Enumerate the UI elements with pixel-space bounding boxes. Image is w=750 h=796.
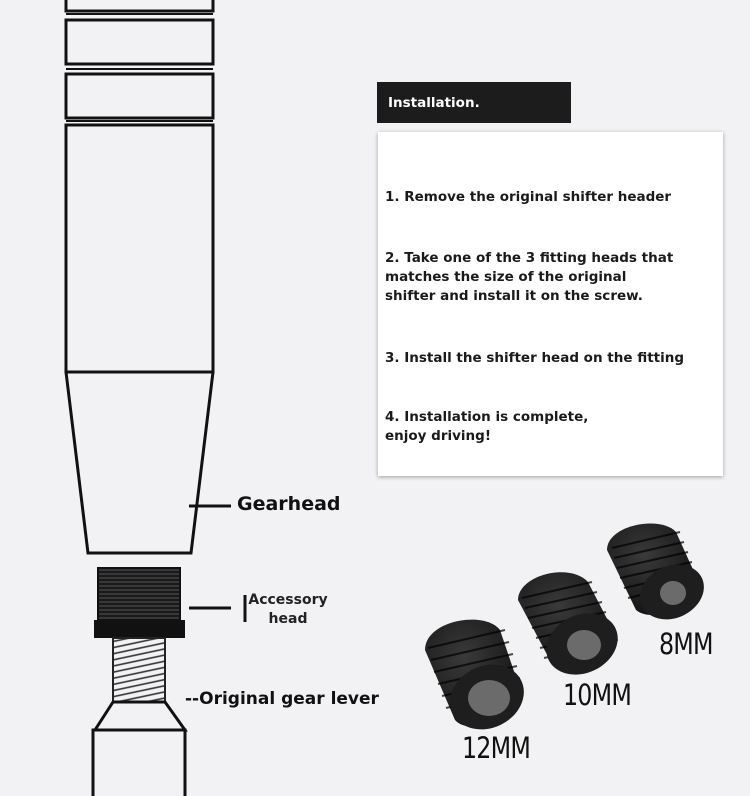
fitting-head-10mm <box>518 572 628 686</box>
fitting-head-12mm <box>425 620 535 742</box>
size-label-10mm: 10MM <box>563 678 632 712</box>
accessory-head-part <box>94 568 185 638</box>
shift-knob-outline <box>66 0 213 553</box>
installation-card <box>378 132 723 476</box>
original-gear-lever-label: --Original gear lever <box>185 689 379 709</box>
installation-step-2: 2. Take one of the 3 fitting heads that matches the size of the original shifter and install it on the screw. <box>385 250 674 304</box>
fitting-head-8mm <box>607 524 713 630</box>
installation-title: Installation. <box>377 82 571 123</box>
size-label-12mm: 12MM <box>462 731 531 765</box>
accessory-head-label: Accessory head <box>248 592 328 627</box>
installation-step-4: 4. Installation is complete, enjoy driving! <box>385 409 589 444</box>
size-label-8mm: 8MM <box>659 627 713 661</box>
installation-step-3: 3. Install the shifter head on the fitting <box>385 350 685 366</box>
gear-lever-part <box>93 638 185 796</box>
gearhead-label: Gearhead <box>237 493 341 515</box>
installation-step-1: 1. Remove the original shifter header <box>385 189 672 205</box>
